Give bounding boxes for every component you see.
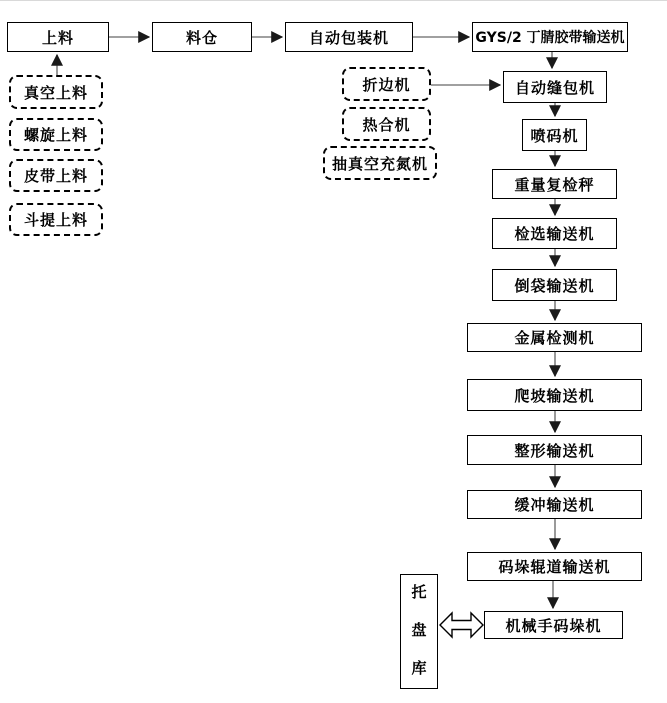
node-bucket-feed: 斗提上料 — [9, 203, 103, 236]
node-silo: 料仓 — [152, 22, 252, 52]
node-vacuum-nitrogen-filler: 抽真空充氮机 — [323, 146, 437, 180]
node-buffer-conveyor: 缓冲输送机 — [467, 490, 642, 519]
node-heat-sealer: 热合机 — [342, 107, 431, 141]
pallet-store-char-2: 盘 — [411, 621, 427, 639]
node-auto-bag-sewer: 自动缝包机 — [503, 71, 607, 103]
node-palletizing-roller-conveyor: 码垛辊道输送机 — [467, 552, 642, 581]
node-bag-flip-conveyor: 倒袋输送机 — [492, 269, 617, 301]
node-feed: 上料 — [7, 22, 109, 52]
pallet-store-char-1: 托 — [411, 583, 427, 601]
node-incline-conveyor: 爬坡输送机 — [467, 379, 642, 411]
node-robot-palletizer: 机械手码垛机 — [484, 611, 623, 639]
node-inkjet-coder: 喷码机 — [522, 119, 587, 151]
node-shaping-conveyor: 整形输送机 — [467, 435, 642, 465]
node-screw-feed: 螺旋上料 — [9, 118, 103, 151]
node-vacuum-feed: 真空上料 — [9, 75, 103, 109]
node-edge-folder: 折边机 — [342, 67, 431, 101]
node-sorting-conveyor: 检选输送机 — [492, 218, 617, 249]
node-pallet-store — [400, 574, 438, 689]
node-belt-feed: 皮带上料 — [9, 159, 103, 192]
node-gys-belt-conveyor: GYS/2 丁腈胶带输送机 — [472, 22, 628, 52]
pallet-store-char-3: 库 — [411, 659, 427, 677]
node-auto-packer: 自动包装机 — [285, 22, 413, 52]
node-metal-detector: 金属检测机 — [467, 323, 642, 352]
node-checkweigher: 重量复检秤 — [492, 169, 617, 199]
double-headed-arrow — [440, 613, 483, 637]
